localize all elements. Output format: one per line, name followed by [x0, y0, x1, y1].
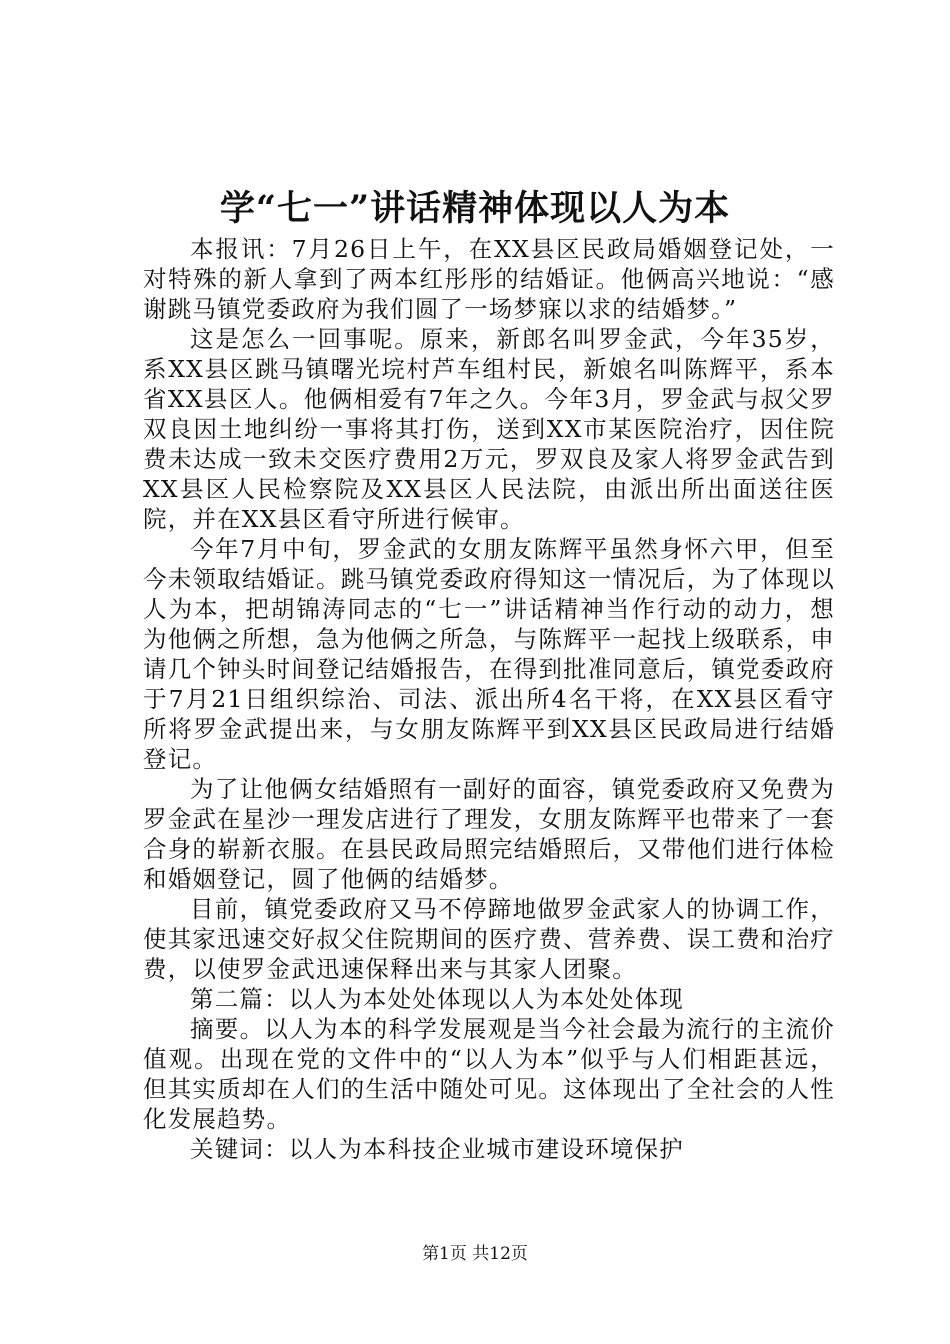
document-body	[143, 234, 835, 1164]
paragraph-keywords: 关键词：以人为本科技企业城市建设环境保护	[190, 1135, 684, 1163]
section-heading-second-article: 第二篇：以人为本处处体现以人为本处处体现	[190, 985, 684, 1013]
paragraph-abstract: 摘要。以人为本的科学发展观是当今社会最为流行的主流价值观。出现在党的文件中的“以人为本”似乎与人们相距甚远，但其实质却在人们的生活中随处可见。这体现出了全社会的人性化发展趋势。	[143, 1015, 835, 1133]
paragraph-background: 这是怎么一回事呢。原来，新郎名叫罗金武，今年35岁，系XX县区跳马镇曙光垸村芦车组村民，新娘名叫陈辉平，系本省XX县区人。他俩相爱有7年之久。今年3月，罗金武与叔父罗双良因土地纠纷一事将其打伤，送到XX市某医院治疗，因住院费未达成一致未交医疗费用2万元，罗双良及家人将罗金武告到XX县区人民检察院及XX县区人民法院，由派出所出面送往医院，并在XX县区看守所进行候审。	[143, 325, 835, 533]
paragraph-current-work: 目前，镇党委政府又马不停蹄地做罗金武家人的协调工作，使其家迅速交好叔父住院期间的医疗费、营养费、误工费和治疗费，以使罗金武迅速保释出来与其家人团聚。	[143, 895, 835, 983]
paragraph-registration: 今年7月中旬，罗金武的女朋友陈辉平虽然身怀六甲，但至今未领取结婚证。跳马镇党委政府得知这一情况后，为了体现以人为本，把胡锦涛同志的“七一”讲话精神当作行动的动力，想为他俩之所想，急为他俩之所急，与陈辉平一起找上级联系，申请几个钟头时间登记结婚报告，在得到批准同意后，镇党委政府于7月21日组织综治、司法、派出所4名干将，在XX县区看守所将罗金武提出来，与女朋友陈辉平到XX县区民政局进行结婚登记。	[143, 535, 835, 773]
page-number-footer: 第1页 共12页	[422, 1244, 528, 1264]
document-title: 学“七一”讲话精神体现以人为本	[219, 188, 731, 229]
paragraph-news-lead: 本报讯：7月26日上午，在XX县区民政局婚姻登记处，一对特殊的新人拿到了两本红彤彤的结婚证。他俩高兴地说：“感谢跳马镇党委政府为我们圆了一场梦寐以求的结婚梦。”	[143, 235, 835, 323]
paragraph-wedding-photo: 为了让他俩女结婚照有一副好的面容，镇党委政府又免费为罗金武在星沙一理发店进行了理发，女朋友陈辉平也带来了一套合身的崭新衣服。在县民政局照完结婚照后，又带他们进行体检和婚姻登记，圆了他俩的结婚梦。	[143, 775, 835, 893]
